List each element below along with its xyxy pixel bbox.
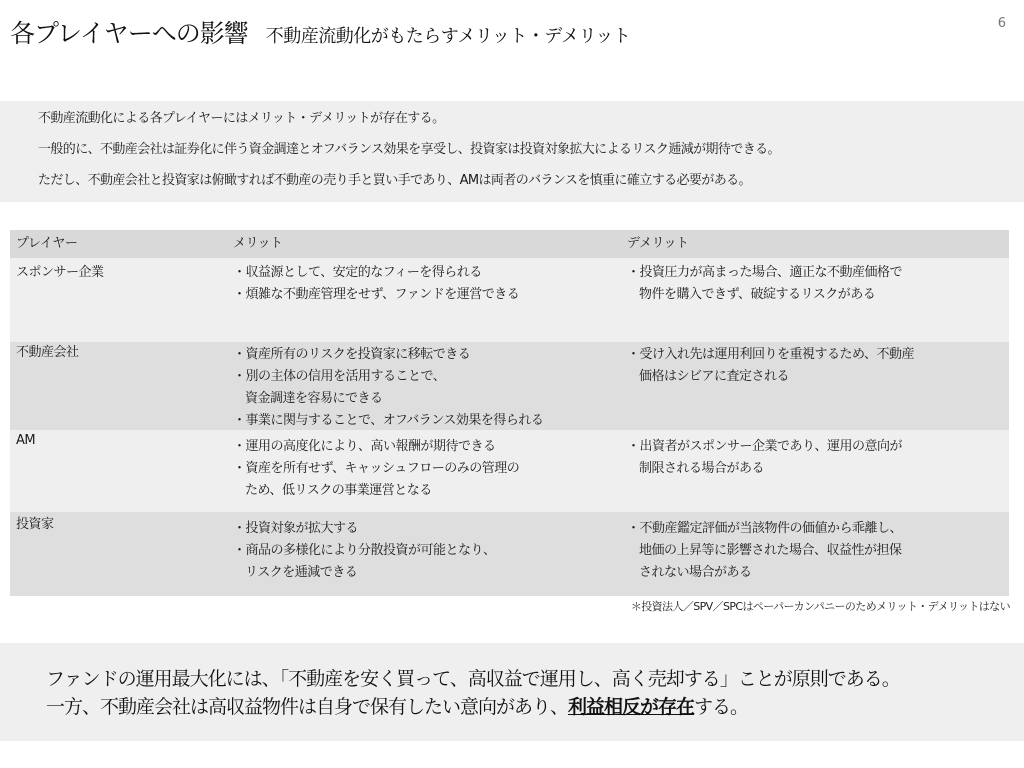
page-subtitle: 不動産流動化がもたらすメリット・デメリット (265, 26, 631, 47)
merit-item: ・商品の多様化により分散投資が可能となり、 (233, 543, 496, 558)
conclusion-text: 一方、不動産会社は高収益物件は自身で保有したい意向があり、 (46, 696, 569, 718)
merit-item: ・事業に関与することで、オフバランス効果を得られる (233, 413, 544, 428)
row-merits (225, 512, 623, 596)
title-row (10, 14, 630, 50)
merit-item: ・収益源として、安定的なフィーを得られる (233, 265, 482, 280)
header-demerit: デメリット (627, 236, 689, 251)
header-player: プレイヤー (16, 236, 78, 251)
merit-item: ・資産を所有せず、キャッシュフローのみの管理の (233, 461, 520, 476)
table-row (10, 342, 1009, 430)
footnote: ＊投資法人／SPV／SPCはペーパーカンパニーのためメリット・デメリットはない (630, 600, 1010, 613)
demerit-item: 制限される場合がある (639, 461, 765, 476)
row-player: 不動産会社 (16, 345, 79, 360)
summary-line: 一般的に、不動産会社は証券化に伴う資金調達とオフバランス効果を享受し、投資家は投資対象拡大によるリスク逓減が期待できる。 (38, 142, 780, 157)
row-merits (225, 258, 623, 342)
page-title: 各プレイヤーへの影響 (10, 19, 248, 48)
demerit-item: されない場合がある (639, 565, 752, 580)
conclusion-text: する。 (694, 696, 749, 718)
merit-item: ため、低リスクの事業運営となる (245, 483, 432, 498)
merit-item: ・資産所有のリスクを投資家に移転できる (233, 347, 471, 362)
row-merits (225, 430, 623, 512)
conclusion-box (0, 643, 1024, 741)
demerit-item: 地価の上昇等に影響された場合、収益性が担保 (639, 543, 902, 558)
page-number: 6 (997, 16, 1006, 31)
row-demerits (623, 430, 1009, 512)
summary-line: ただし、不動産会社と投資家は俯瞰すれば不動産の売り手と買い手であり、AMは両者のバランスを慎重に確立する必要がある。 (38, 173, 751, 188)
summary-line: 不動産流動化による各プレイヤーにはメリット・デメリットが存在する。 (38, 111, 445, 126)
summary-box (0, 101, 1024, 202)
row-merits (225, 342, 623, 430)
conclusion-line-2 (46, 693, 1024, 721)
header-merit: メリット (233, 236, 283, 251)
merit-item: ・投資対象が拡大する (233, 521, 359, 536)
row-demerits (623, 258, 1009, 342)
row-player: AM (16, 433, 36, 448)
player-table (10, 230, 1009, 596)
row-player: スポンサー企業 (16, 265, 104, 280)
merit-item: リスクを逓減できる (245, 565, 358, 580)
table-row (10, 258, 1009, 342)
table-row (10, 512, 1009, 596)
conclusion-line-1: ファンドの運用最大化には、「不動産を安く買って、高収益で運用し、高く売却する」ことが原則である。 (46, 668, 900, 690)
table-row (10, 430, 1009, 512)
merit-item: 資金調達を容易にできる (245, 391, 383, 406)
demerit-item: ・受け入れ先は運用利回りを重視するため、不動産 (627, 347, 914, 362)
demerit-item: ・不動産鑑定評価が当該物件の価値から乖離し、 (627, 521, 903, 536)
demerit-item: ・出資者がスポンサー企業であり、運用の意向が (627, 439, 903, 454)
row-demerits (623, 512, 1009, 596)
row-player: 投資家 (16, 517, 54, 532)
demerit-item: 物件を購入できず、破綻するリスクがある (639, 287, 876, 302)
conflict-of-interest-emphasis: 利益相反が存在 (568, 696, 695, 718)
merit-item: ・別の主体の信用を活用することで、 (233, 369, 446, 384)
merit-item: ・煩雑な不動産管理をせず、ファンドを運営できる (233, 287, 520, 302)
table-header-row (10, 230, 1009, 258)
demerit-item: 価格はシビアに査定される (639, 369, 790, 384)
row-demerits (623, 342, 1009, 430)
merit-item: ・運用の高度化により、高い報酬が期待できる (233, 439, 496, 454)
demerit-item: ・投資圧力が高まった場合、適正な不動産価格で (627, 265, 903, 280)
